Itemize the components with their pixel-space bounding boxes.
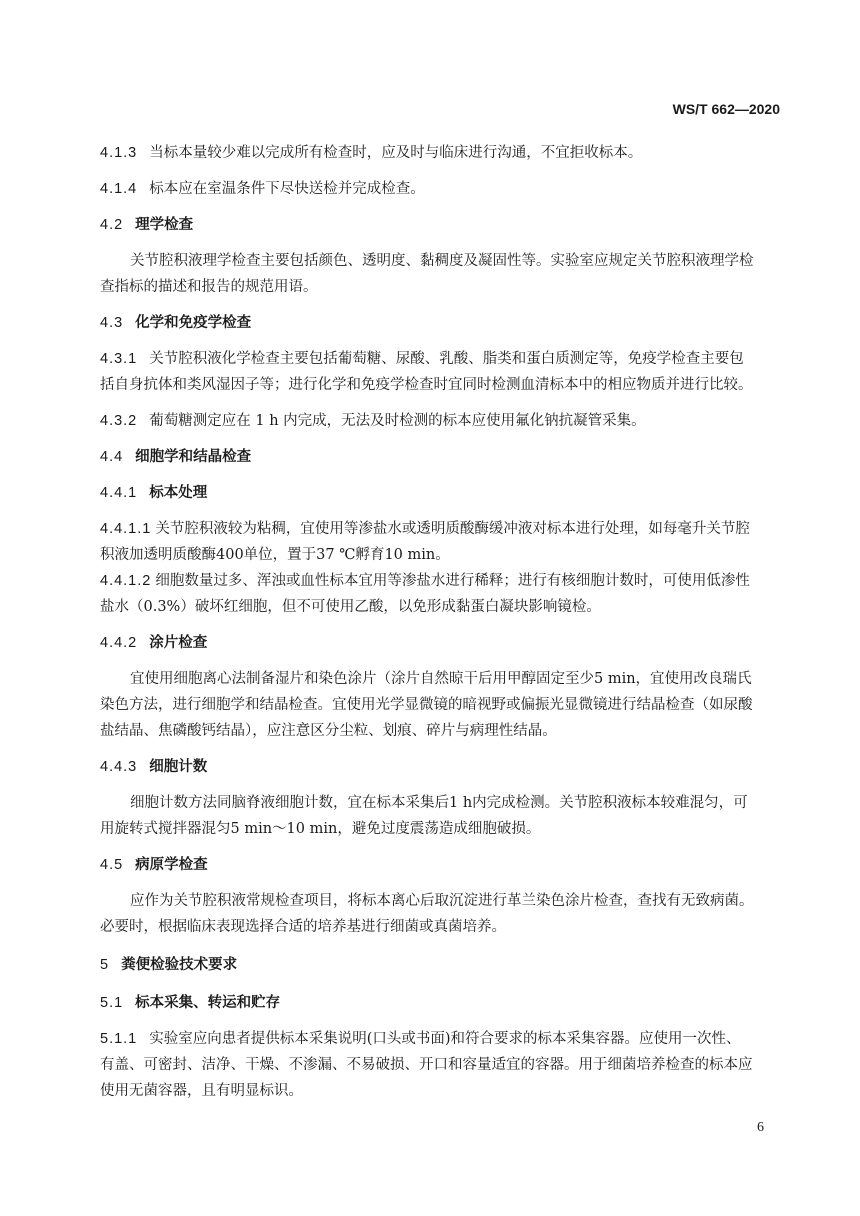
clause-number: 4.4.1.1 [100, 521, 152, 537]
paragraph-line: 盐水（0.3%）破坏红细胞，但不可使用乙酸，以免形成黏蛋白凝块影响镜检。 [100, 599, 601, 615]
paragraph-line: 染色方法，进行细胞学和结晶检查。宜使用光学显微镜的暗视野或偏振光显微镜进行结晶检查（如尿酸 [100, 697, 753, 713]
heading-4-4 [100, 444, 762, 470]
heading-4-4-1 [100, 480, 762, 506]
heading-title: 理学检查 [135, 217, 194, 233]
paragraph-line: 使用无菌容器，且有明显标识。 [100, 1083, 303, 1099]
heading-title: 病原学检查 [135, 857, 208, 873]
heading-4-4-3 [100, 754, 762, 780]
clause-text: 葡萄糖测定应在 1 h 内完成，无法及时检测的标本应使用氟化钠抗凝管采集。 [149, 413, 646, 429]
paragraph-line: 盐结晶、焦磷酸钙结晶），应注意区分尘粒、划痕、碎片与病理性结晶。 [100, 723, 557, 739]
clause-4-3-1 [100, 346, 762, 372]
standard-code: WS/T 662—2020 [672, 101, 780, 117]
paragraph-line: 查指标的描述和报告的规范用语。 [100, 279, 318, 295]
heading-number: 5 [100, 957, 110, 973]
heading-title: 化学和免疫学检查 [135, 315, 252, 331]
paragraph-line: 括自身抗体和类风湿因子等；进行化学和免疫学检查时宜同时检测血清标本中的相应物质并进行比较。 [100, 377, 753, 393]
clause-4-3-2 [100, 408, 762, 434]
clause-text: 标本应在室温条件下尽快送检并完成检查。 [149, 181, 425, 197]
clause-number: 4.1.4 [100, 181, 138, 197]
clause-text: 实验室应向患者提供标本采集说明(口头或书面)和符合要求的标本采集容器。应使用一次性、 [149, 1031, 741, 1047]
clause-number: 4.3.2 [100, 413, 138, 429]
heading-number: 4.4 [100, 449, 124, 465]
heading-number: 4.5 [100, 857, 124, 873]
heading-4-2 [100, 212, 762, 238]
heading-title: 涂片检查 [149, 635, 208, 651]
page-number: 6 [757, 1120, 764, 1135]
clause-4-4-1-1 [100, 516, 762, 542]
clause-text: 关节腔积液较为粘稠，宜使用等渗盐水或透明质酸酶缓冲液对标本进行处理，如每毫升关节腔 [155, 521, 750, 537]
clause-text: 当标本量较少难以完成所有检查时，应及时与临床进行沟通，不宜拒收标本。 [149, 145, 643, 161]
clause-4-1-4 [100, 176, 762, 202]
document-body [100, 140, 762, 1104]
paragraph-line: 关节腔积液理学检查主要包括颜色、透明度、黏稠度及凝固性等。实验室应规定关节腔积液理学检 [130, 253, 754, 269]
heading-title: 标本采集、转运和贮存 [135, 995, 281, 1011]
clause-5-1-1 [100, 1026, 762, 1052]
heading-5 [100, 952, 762, 978]
paragraph-line: 用旋转式搅拌器混匀5 min～10 min，避免过度震荡造成细胞破损。 [100, 821, 541, 837]
paragraph-line: 必要时，根据临床表现选择合适的培养基进行细菌或真菌培养。 [100, 919, 506, 935]
heading-title: 细胞学和结晶检查 [135, 449, 252, 465]
paragraph-line: 细胞计数方法同脑脊液细胞计数，宜在标本采集后1 h内完成检测。关节腔积液标本较难混匀，可 [130, 795, 748, 811]
heading-title: 细胞计数 [149, 759, 208, 775]
clause-text: 关节腔积液化学检查主要包括葡萄糖、尿酸、乳酸、脂类和蛋白质测定等，免疫学检查主要包 [149, 351, 744, 367]
heading-number: 4.4.3 [100, 759, 138, 775]
heading-title: 粪便检验技术要求 [121, 957, 238, 973]
clause-number: 4.4.1.2 [100, 573, 152, 589]
heading-number: 4.3 [100, 315, 124, 331]
paragraph-line: 应作为关节腔积液常规检查项目，将标本离心后取沉淀进行革兰染色涂片检查，查找有无致病菌。 [130, 893, 754, 909]
heading-5-1 [100, 990, 762, 1016]
heading-number: 5.1 [100, 995, 124, 1011]
paragraph-line: 有盖、可密封、洁净、干燥、不渗漏、不易破损、开口和容量适宜的容器。用于细菌培养检查的标本应 [100, 1057, 753, 1073]
heading-4-3 [100, 310, 762, 336]
heading-4-4-2 [100, 630, 762, 656]
clause-number: 4.1.3 [100, 145, 138, 161]
heading-number: 4.2 [100, 217, 124, 233]
paragraph-line: 宜使用细胞离心法制备湿片和染色涂片（涂片自然晾干后用甲醇固定至少5 min，宜使用改良瑞氏 [130, 671, 752, 687]
clause-text: 细胞数量过多、浑浊或血性标本宜用等渗盐水进行稀释；进行有核细胞计数时，可使用低渗性 [155, 573, 750, 589]
heading-number: 4.4.2 [100, 635, 138, 651]
clause-4-1-3 [100, 140, 762, 166]
clause-4-4-1-2 [100, 568, 762, 594]
paragraph-line: 积液加透明质酸酶400单位，置于37 ℃孵育10 min。 [100, 547, 450, 563]
heading-4-5 [100, 852, 762, 878]
heading-title: 标本处理 [149, 485, 208, 501]
heading-number: 4.4.1 [100, 485, 138, 501]
clause-number: 5.1.1 [100, 1031, 138, 1047]
clause-number: 4.3.1 [100, 351, 138, 367]
